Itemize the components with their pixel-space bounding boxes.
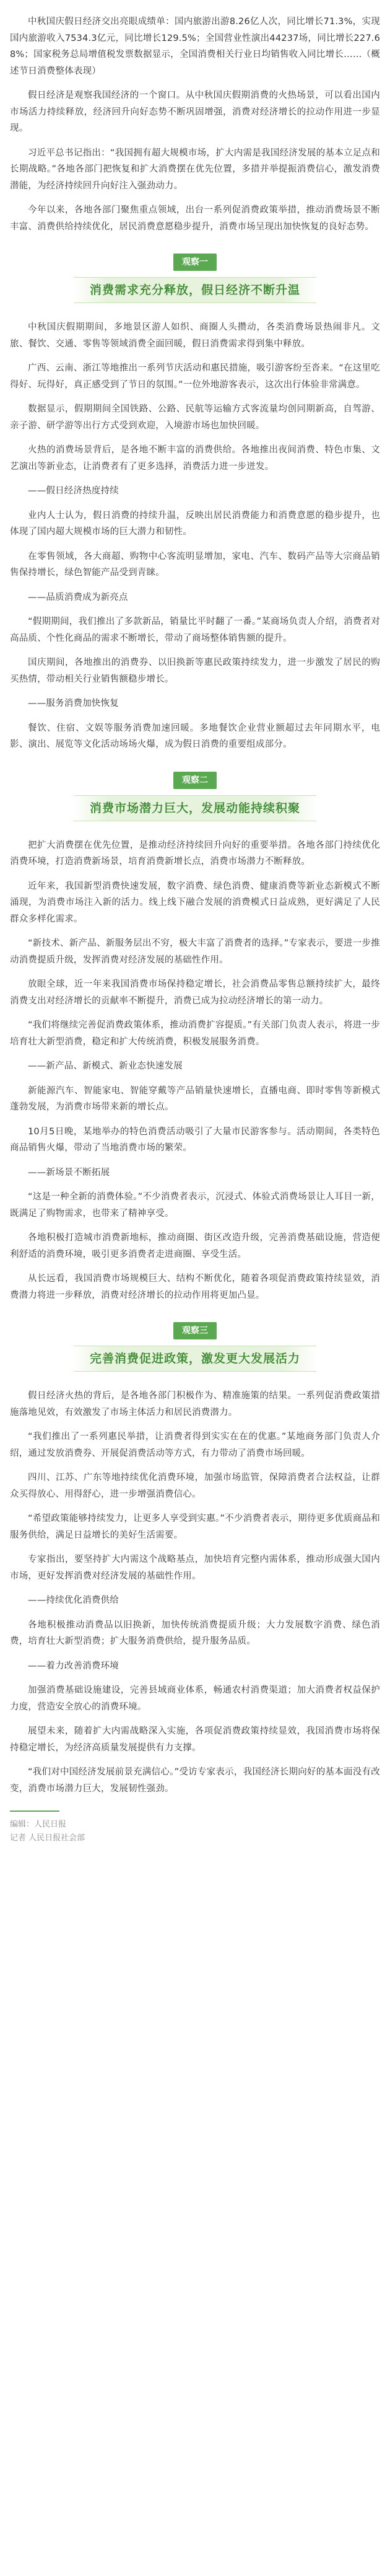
section-two-paragraph: 各地积极打造城市消费新地标，推动商圈、街区改造升级，完善消费基础设施，营造便利舒适的消费环境，吸引更多消费者走进商圈、享受生活。	[10, 1233, 380, 1259]
section-one-paragraph: 在零售领域，各大商超、购物中心客流明显增加，家电、汽车、数码产品等大宗商品销售保持增长，绿色智能产品受到青睐。	[10, 551, 380, 578]
section-three-title	[10, 1322, 380, 1372]
article-intro	[10, 14, 380, 235]
section-three-paragraph: 展望未来，随着扩大内需战略深入实施，各项促消费政策持续显效，我国消费市场将保持稳定增长，为经济高质量发展提供有力支撑。	[10, 1726, 380, 1753]
section-three-heading: 完善消费促进政策，激发更大发展活力	[74, 1346, 316, 1372]
section-two-heading: 消费市场潜力巨大，发展动能持续积聚	[74, 795, 316, 821]
section-two-paragraph: “这是一种全新的消费体验。”不少消费者表示，沉浸式、体验式消费场景让人耳目一新，既满足了购物需求，也带来了精神享受。	[10, 1192, 380, 1219]
section-one-paragraph: 火热的消费场景背后，是各地不断丰富的消费供给。各地推出夜间消费、特色市集、文艺演出等新业态，让消费者有了更多选择，消费活力进一步迸发。	[10, 445, 380, 472]
section-one	[10, 254, 380, 753]
section-two-tag: 观察二	[173, 772, 217, 789]
section-two-paragraph: 新能源汽车、智能家电、智能穿戴等产品销量快速增长，直播电商、即时零售等新模式蓬勃发展，为消费市场带来新的增长点。	[10, 1085, 380, 1112]
section-two-subhead: ——新产品、新模式、新业态快速发展	[28, 1061, 183, 1071]
section-one-paragraph: 国庆期间，各地推出的消费券、以旧换新等惠民政策持续发力，进一步激发了居民的购买热情，带动相关行业销售额稳步增长。	[10, 658, 380, 684]
article-footer	[10, 1811, 380, 1856]
section-two-paragraph: “新技术、新产品、新服务层出不穷，极大丰富了消费者的选择。”专家表示，要进一步推动消费提质升级，发挥消费对经济发展的基础性作用。	[10, 938, 380, 965]
section-three-paragraph: 加强消费基础设施建设，完善县域商业体系，畅通农村消费渠道；加大消费者权益保护力度，营造安全放心的消费环境。	[10, 1685, 380, 1712]
section-two-paragraph: 放眼全球，近一年来我国消费市场保持稳定增长，社会消费品零售总额持续扩大，最终消费支出对经济增长的贡献率不断提升，消费已成为拉动经济增长的第一动力。	[10, 979, 380, 1006]
intro-paragraph: 中秋国庆假日经济交出亮眼成绩单：国内旅游出游8.26亿人次，同比增长71.3%，实现国内旅游收入7534.3亿元，同比增长129.5%；全国营业性演出44237场，同比增长227.68%；国家税务总局增值税发票数据显示，全国消费相关行业日均销售收入同比增长……（概述节日消费整体表现）	[10, 17, 380, 76]
section-three-tag: 观察三	[173, 1322, 217, 1339]
section-two	[10, 772, 380, 1304]
section-two-title	[10, 772, 380, 821]
footer-credit: 记者 人民日报社会部	[10, 1833, 85, 1843]
section-one-paragraph: 广西、云南、浙江等地推出一系列节庆活动和惠民措施，吸引游客纷至沓来。“在这里吃得好、玩得好，真正感受到了节日的氛围。”一位外地游客表示，这次出行体验非常满意。	[10, 363, 380, 390]
intro-paragraph: 假日经济是观察我国经济的一个窗口。从中秋国庆假期消费的火热场景，可以看出国内市场活力持续释放，经济回升向好态势不断巩固增强，消费对经济增长的拉动作用进一步显现。	[10, 90, 380, 133]
section-two-paragraph: 把扩大消费摆在优先位置，是推动经济持续回升向好的重要举措。各地各部门持续优化消费环境，打造消费新场景，培育消费新增长点，消费市场潜力不断释放。	[10, 840, 380, 867]
intro-paragraph: 今年以来，各地各部门聚焦重点领域，出台一系列促消费政策举措，推动消费场景不断丰富、消费供给持续优化，居民消费意愿稳步提升，消费市场呈现出加快恢复的良好态势。	[10, 205, 380, 232]
section-three-paragraph: “我们对中国经济发展前景充满信心。”受访专家表示，我国经济长期向好的基本面没有改变，消费市场潜力巨大，发展韧性强劲。	[10, 1767, 380, 1794]
section-three	[10, 1322, 380, 1797]
section-two-paragraph: 10月5日晚，某地举办的特色消费活动吸引了大量市民游客参与。活动期间，各类特色商品销售火爆，带动了当地消费市场的繁荣。	[10, 1126, 380, 1153]
section-one-paragraph: “假期期间，我们推出了多款新品，销量比平时翻了一番。”某商场负责人介绍，消费者对高品质、个性化商品的需求不断增长，带动了商场整体销售额的提升。	[10, 617, 380, 643]
section-one-paragraph: 中秋国庆假期期间，多地景区游人如织、商圈人头攒动，各类消费场景热闹非凡。文旅、餐饮、交通、零售等领域消费全面回暖，假日消费需求得到集中释放。	[10, 322, 380, 349]
section-three-paragraph: “希望政策能够持续发力，让更多人享受到实惠。”不少消费者表示，期待更多优质商品和服务供给，满足日益增长的美好生活需要。	[10, 1514, 380, 1540]
section-one-title	[10, 254, 380, 303]
section-one-heading: 消费需求充分释放，假日经济不断升温	[74, 277, 316, 303]
footer-divider	[10, 1811, 59, 1812]
section-one-subhead: ——品质消费成为新亮点	[28, 592, 128, 602]
section-one-subhead: ——假日经济热度持续	[28, 486, 119, 496]
section-one-paragraph: 餐饮、住宿、文娱等服务消费加速回暖。多地餐饮企业营业额超过去年同期水平，电影、演出、展览等文化活动场场火爆，成为假日消费的重要组成部分。	[10, 723, 380, 749]
footer-editor: 编辑：人民日报	[10, 1820, 67, 1829]
section-two-subhead: ——新场景不断拓展	[28, 1167, 110, 1178]
section-two-paragraph: 从长远看，我国消费市场规模巨大、结构不断优化，随着各项促消费政策持续显效，消费潜力将进一步释放，消费对经济增长的拉动作用将更加凸显。	[10, 1274, 380, 1300]
section-two-paragraph: 近年来，我国新型消费快速发展，数字消费、绿色消费、健康消费等新业态新模式不断涌现，为消费市场注入新的活力。线上线下融合发展的消费模式日益成熟，更好满足了人民群众多样化需求。	[10, 881, 380, 924]
intro-paragraph: 习近平总书记指出：“我国拥有超大规模市场，扩大内需是我国经济发展的基本立足点和长期战略。”各地各部门把恢复和扩大消费摆在优先位置，多措并举提振消费信心，激发消费潜能，为经济持续回升向好注入强劲动力。	[10, 148, 380, 191]
section-one-subhead: ——服务消费加快恢复	[28, 699, 119, 708]
section-three-paragraph: 四川、江苏、广东等地持续优化消费环境，加强市场监管，保障消费者合法权益，让群众买得放心、用得舒心，进一步增强消费信心。	[10, 1473, 380, 1499]
section-three-paragraph: 假日经济火热的背后，是各地各部门积极作为、精准施策的结果。一系列促消费政策措施落地见效，有效激发了市场主体活力和居民消费潜力。	[10, 1391, 380, 1418]
section-three-subhead: ——着力改善消费环境	[28, 1661, 119, 1671]
section-two-paragraph: “我们将继续完善促消费政策体系，推动消费扩容提质。”有关部门负责人表示，将进一步培育壮大新型消费，稳定和扩大传统消费，积极发展服务消费。	[10, 1020, 380, 1047]
section-one-paragraph: 业内人士认为，假日消费的持续升温，反映出居民消费能力和消费意愿的稳步提升，也体现了国内超大规模市场的巨大潜力和韧性。	[10, 510, 380, 537]
section-one-tag: 观察一	[173, 254, 217, 271]
section-one-paragraph: 数据显示，假期期间全国铁路、公路、民航等运输方式客流量均创同期新高，自驾游、亲子游、研学游等出行方式受到欢迎，入境游市场也加快回暖。	[10, 404, 380, 431]
section-three-subhead: ——持续优化消费供给	[28, 1595, 119, 1605]
section-three-paragraph: “我们推出了一系列惠民举措，让消费者得到实实在在的优惠。”某地商务部门负责人介绍，通过发放消费券、开展促消费活动等方式，有力带动了消费市场回暖。	[10, 1432, 380, 1458]
section-three-paragraph: 专家指出，要坚持扩大内需这个战略基点，加快培育完整内需体系，推动形成强大国内市场，更好发挥消费对经济发展的基础性作用。	[10, 1555, 380, 1581]
section-three-paragraph: 各地积极推动消费品以旧换新，加快传统消费提质升级；大力发展数字消费、绿色消费，培育壮大新型消费；扩大服务消费供给，提升服务品质。	[10, 1620, 380, 1646]
